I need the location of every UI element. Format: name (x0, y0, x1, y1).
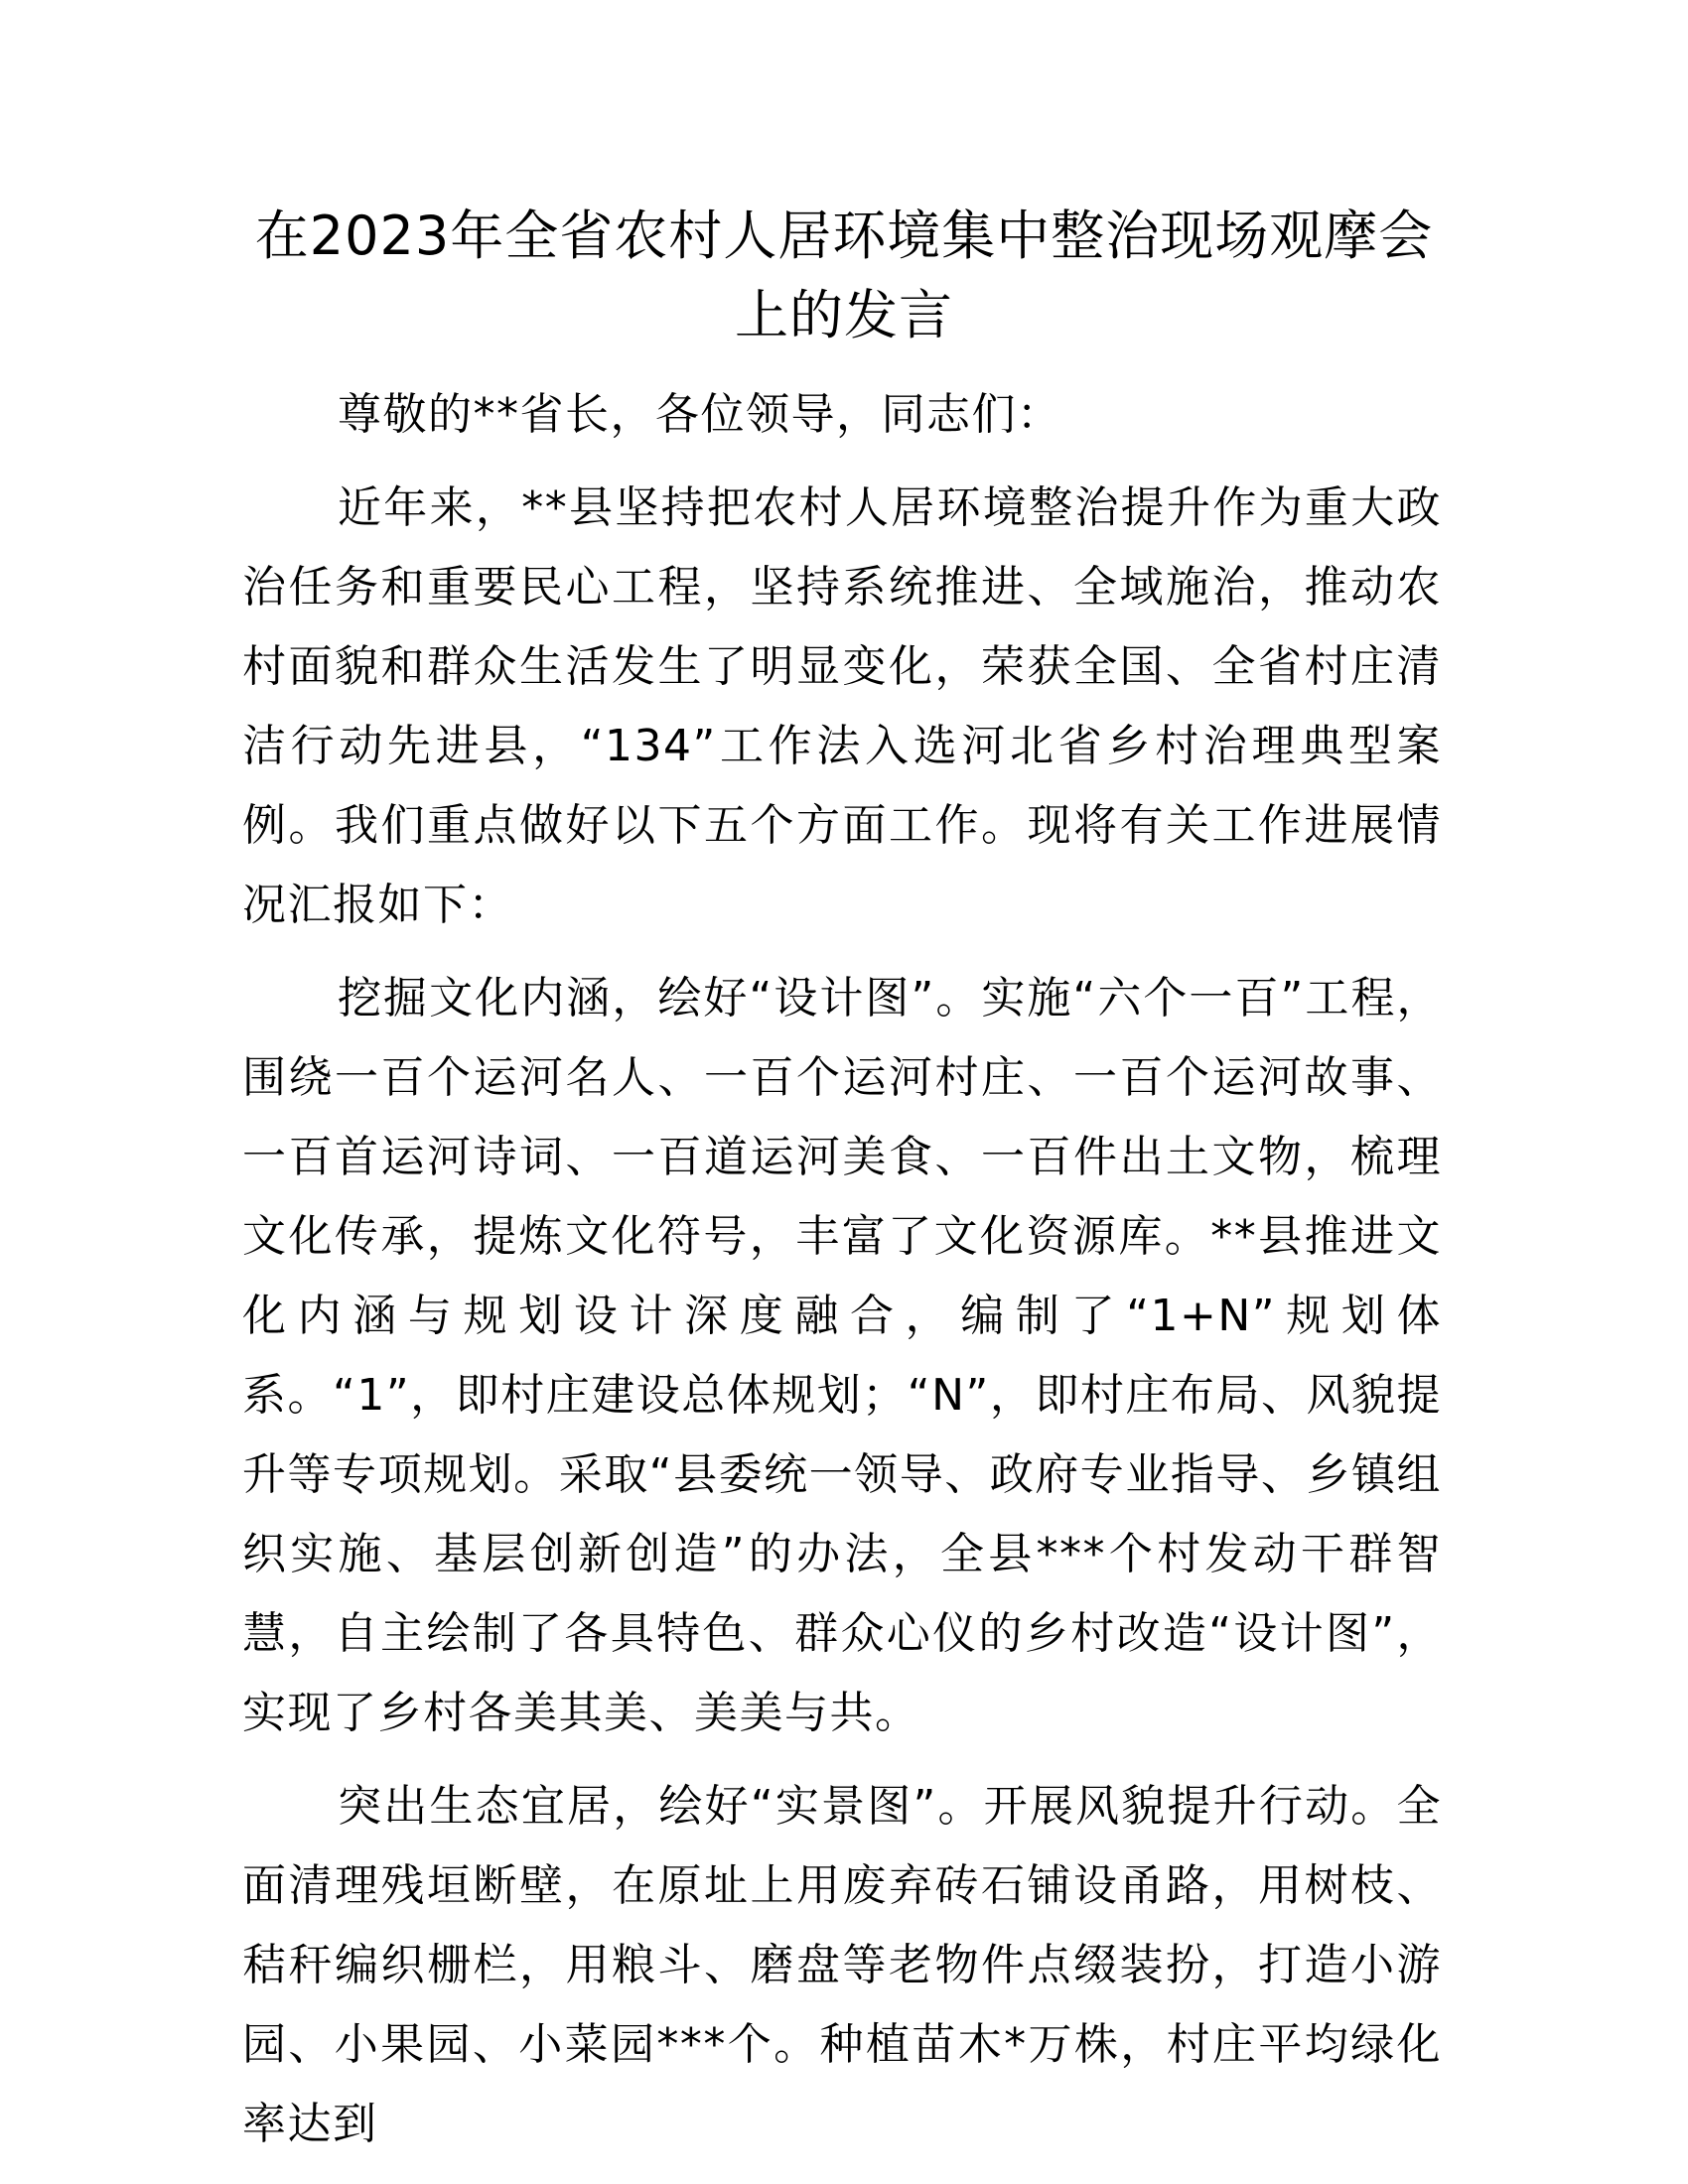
salutation: 尊敬的**省长，各位领导，同志们： (338, 389, 1062, 440)
paragraph-intro: 近年来，**县坚持把农村人居环境整治提升作为重大政治任务和重要民心工程，坚持系统推进、全域施治，推动农村面貌和群众生活发生了明显变化，荣获全国、全省村庄清洁行动先进县，“134”工作法入选河北省乡村治理典型案例。我们重点做好以下五个方面工作。现将有关工作进展情况汇报如下： (242, 482, 1442, 930)
paragraph-culture: 挖掘文化内涵，绘好“设计图”。实施“六个一百”工程，围绕一百个运河名人、一百个运河村庄、一百个运河故事、一百首运河诗词、一百道运河美食、一百件出土文物，梳理文化传承，提炼文化符号，丰富了文化资源库。**县推进文化内涵与规划设计深度融合，编制了“1+N”规划体系。“1”，即村庄建设总体规划；“N”，即村庄布局、风貌提升等专项规划。采取“县委统一领导、政府专业指导、乡镇组织实施、基层创新创造”的办法，全县***个村发动干群智慧，自主绘制了各具特色、群众心仪的乡村改造“设计图”，实现了乡村各美其美、美美与共。 (242, 973, 1442, 1738)
paragraph-ecology: 突出生态宜居，绘好“实景图”。开展风貌提升行动。全面清理残垣断壁，在原址上用废弃砖石铺设甬路，用树枝、秸秆编织栅栏，用粮斗、磨盘等老物件点缀装扮，打造小游园、小果园、小菜园***个。种植苗木*万株，村庄平均绿化率达到 (242, 1781, 1442, 2149)
document-body (242, 375, 1442, 2178)
document-title: 在2023年全省农村人居环境集中整治现场观摩会上的发言 (254, 205, 1434, 346)
